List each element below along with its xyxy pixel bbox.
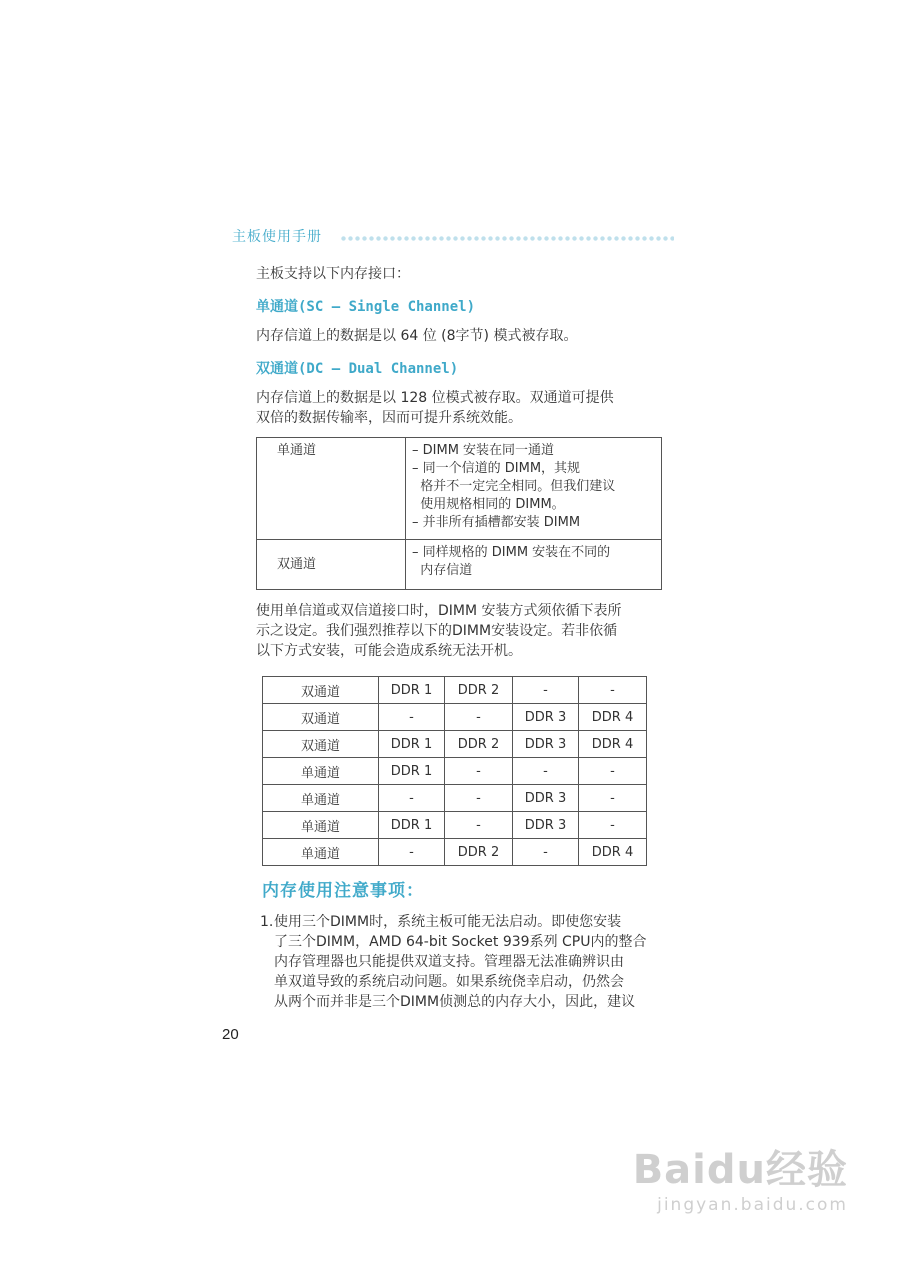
channel-cell: 单通道	[263, 785, 379, 812]
table-row	[263, 677, 647, 704]
slot-cell: -	[445, 785, 513, 812]
single-channel-heading: 单通道(SC – Single Channel)	[256, 299, 476, 315]
dual-channel-heading: 双通道(DC – Dual Channel)	[256, 361, 459, 377]
slot-cell: -	[445, 704, 513, 731]
dual-channel-desc-line1: 内存信道上的数据是以 128 位模式被存取。双通道可提供	[256, 390, 614, 406]
mode-desc-line: – 同样规格的 DIMM 安装在不同的	[412, 545, 611, 560]
slot-cell: DDR 2	[445, 839, 513, 866]
slot-cell: -	[379, 839, 445, 866]
dimm-config-table	[262, 676, 647, 866]
channel-mode-table	[256, 437, 662, 590]
watermark-url: jingyan.baidu.com	[657, 1195, 848, 1215]
note-line: 从两个而并非是三个DIMM侦测总的内存大小，因此，建议	[274, 994, 636, 1010]
slot-cell: DDR 1	[379, 677, 445, 704]
slot-cell: DDR 2	[445, 731, 513, 758]
slot-cell: -	[579, 677, 647, 704]
mode-desc-line: – 同一个信道的 DIMM，其规	[412, 461, 581, 476]
page-header-title: 主板使用手册	[232, 229, 322, 245]
slot-cell: DDR 4	[579, 704, 647, 731]
install-text-line1: 使用单信道或双信道接口时，DIMM 安装方式须依循下表所	[256, 603, 622, 619]
channel-cell: 单通道	[263, 812, 379, 839]
watermark	[633, 1138, 848, 1215]
table-row	[263, 812, 647, 839]
slot-cell: -	[513, 677, 579, 704]
install-text-line3: 以下方式安装，可能会造成系统无法开机。	[256, 643, 522, 659]
header-dotted-rule	[340, 236, 674, 241]
note-item-number: 1.	[260, 914, 274, 930]
note-line: 单双道导致的系统启动问题。如果系统侥幸启动，仍然会	[274, 974, 624, 990]
mode-desc-line: 格并不一定完全相同。但我们建议	[412, 479, 616, 494]
mode-desc-line: – 并非所有插槽都安装 DIMM	[412, 515, 581, 530]
slot-cell: -	[379, 704, 445, 731]
notes-title: 内存使用注意事项：	[262, 881, 424, 901]
slot-cell: -	[579, 812, 647, 839]
note-item-1	[274, 912, 646, 1012]
table-row	[263, 704, 647, 731]
mode-desc-line: – DIMM 安装在同一通道	[412, 443, 555, 458]
table-row	[257, 438, 662, 540]
note-line: 使用三个DIMM时，系统主板可能无法启动。即使您安装	[274, 914, 622, 930]
table-row	[263, 785, 647, 812]
channel-cell: 双通道	[263, 704, 379, 731]
slot-cell: DDR 4	[579, 731, 647, 758]
note-line: 了三个DIMM，AMD 64-bit Socket 939系列 CPU内的整合	[274, 934, 647, 950]
slot-cell: DDR 1	[379, 731, 445, 758]
slot-cell: DDR 1	[379, 758, 445, 785]
slot-cell: -	[513, 839, 579, 866]
slot-cell: -	[379, 785, 445, 812]
slot-cell: DDR 4	[579, 839, 647, 866]
slot-cell: -	[445, 812, 513, 839]
slot-cell: DDR 3	[513, 731, 579, 758]
slot-cell: DDR 2	[445, 677, 513, 704]
slot-cell: DDR 3	[513, 704, 579, 731]
slot-cell: -	[579, 785, 647, 812]
table-row	[263, 758, 647, 785]
mode-desc-line: 使用规格相同的 DIMM。	[412, 497, 565, 512]
channel-cell: 双通道	[263, 731, 379, 758]
note-line: 内存管理器也只能提供双道支持。管理器无法准确辨识由	[274, 954, 624, 970]
channel-cell: 双通道	[263, 677, 379, 704]
channel-cell: 单通道	[263, 839, 379, 866]
table-row	[257, 540, 662, 590]
table-row	[263, 839, 647, 866]
install-text-line2: 示之设定。我们强烈推荐以下的DIMM安装设定。若非依循	[256, 623, 618, 639]
slot-cell: -	[579, 758, 647, 785]
page-number: 20	[222, 1026, 239, 1043]
channel-cell: 单通道	[263, 758, 379, 785]
intro-text: 主板支持以下内存接口：	[256, 266, 410, 282]
slot-cell: DDR 1	[379, 812, 445, 839]
mode-cell: 双通道	[257, 540, 406, 590]
mode-cell: 单通道	[257, 438, 406, 540]
mode-desc-cell	[406, 438, 662, 540]
table-row	[263, 731, 647, 758]
slot-cell: -	[513, 758, 579, 785]
slot-cell: DDR 3	[513, 785, 579, 812]
slot-cell: DDR 3	[513, 812, 579, 839]
mode-desc-line: 内存信道	[412, 563, 473, 578]
mode-desc-cell	[406, 540, 662, 590]
watermark-brand: Baidu经验	[632, 1147, 848, 1193]
single-channel-desc: 内存信道上的数据是以 64 位 (8字节) 模式被存取。	[256, 328, 578, 344]
slot-cell: -	[445, 758, 513, 785]
dual-channel-desc-line2: 双倍的数据传输率，因而可提升系统效能。	[256, 410, 522, 426]
